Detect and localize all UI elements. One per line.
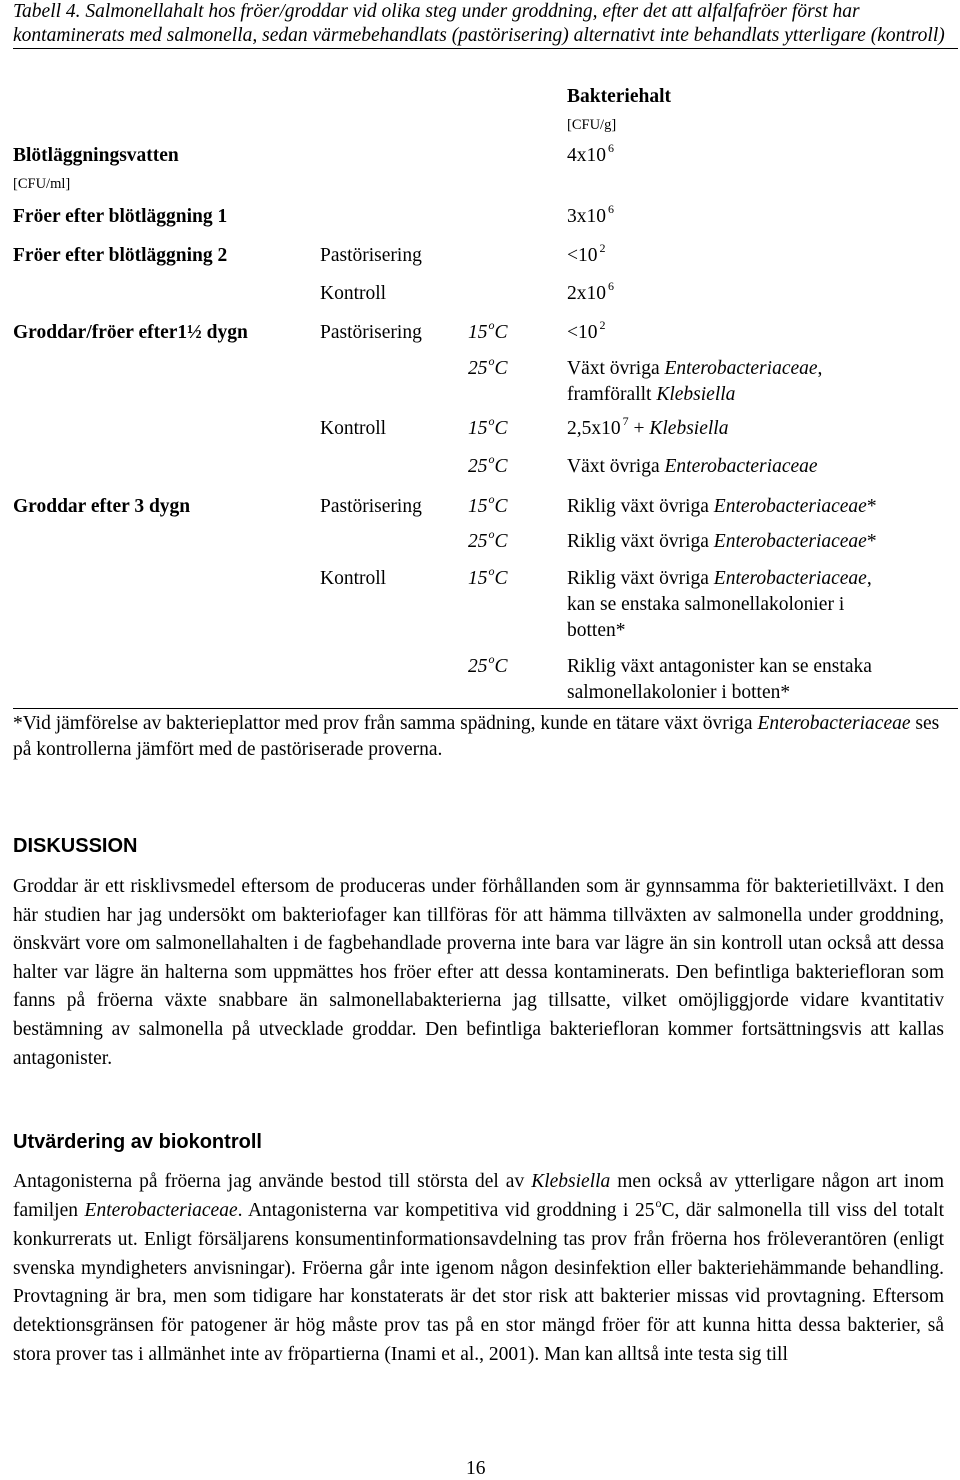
- row-sprouts-1-5-control-label: Kontroll: [320, 418, 387, 439]
- row-sprouts-3-pasteur-15-temp: 15$^o$C: [468, 492, 508, 517]
- table-bottom-rule: [13, 708, 958, 709]
- row-sprouts-3-pasteur-label: Pastörisering: [320, 496, 422, 517]
- biocontrol-paragraph: Antagonisterna på fröerna jag använde bestod till största del av Klebsiella men också av ytterligare någon art inom familjen Enterobacteriaceae. Antagonisterna var kompetitiva vid groddning i 25$^o$C, där salmonella till viss del totalt konkurrerats ut. Enligt försäljarens konsumentinformationsavdelning tas prov från fröerna hos fröleverantören (enligt svenska myndigheters anvisningar). Fröerna går inte igenom någon desinfektion eller bakteriehämmande behandling. Provtagning är bra, men som tidigare har konstaterats är det stor risk att bakterier missas vid provtagning. Eftersom detektionsgränsen för patogener är hög måste prov tas på en stor mängd fröer för att kunna hitta dessa bakterier, så stora prover tas i allmänhet inte av fröpartierna (Inami et al., 2001). Man kan alltså inte testa sig till: [13, 1171, 944, 1365]
- row-sprouts-1-5-control-15-temp: 15$^o$C: [468, 414, 508, 439]
- row-sprouts-1-5-pasteur-15-value: <10 $^2$: [567, 318, 606, 343]
- biocontrol-heading: Utvärdering av biokontroll: [13, 1131, 262, 1153]
- table-caption: [13, 0, 953, 47]
- row-sprouts-1-5-control-25-value: Växt övriga Enterobacteriaceae: [567, 456, 818, 477]
- row-soak-water-unit: [CFU/ml]: [13, 176, 71, 192]
- row-sprouts-3-pasteur-15-value: Riklig växt övriga Enterobacteriaceae*: [567, 496, 877, 517]
- row-sprouts-1-5-label: Groddar/fröer efter1½ dygn: [13, 322, 248, 343]
- row-sprouts-3-pasteur-25-value: Riklig växt övriga Enterobacteriaceae*: [567, 531, 877, 552]
- caption-text: Salmonellahalt hos fröer/groddar vid olika steg under groddning, efter det att alfalfafröer först har kontaminerats med salmonella, sedan värmebehandlats (pastörisering) alternativt inte behandlats ytterligare (kontroll): [13, 1, 945, 46]
- page-number: 16: [466, 1458, 486, 1479]
- row-sprouts-3-control-25-line1: Riklig växt antagonister kan se enstaka: [567, 656, 872, 677]
- row-sprouts-3-control-15-line3: botten*: [567, 620, 626, 641]
- row-sprouts-3-control-label: Kontroll: [320, 568, 387, 589]
- row-sprouts-1-5-control-25-temp: 25$^o$C: [468, 452, 508, 477]
- table-footnote: *Vid jämförelse av bakterieplattor med prov från samma spädning, kunde en tätare växt övriga Enterobacteriaceae ses på kontrollerna jämfört med de pastöriserade proverna.: [13, 713, 940, 760]
- row-soak-water-value: 4x10 $^6$: [567, 141, 614, 166]
- header-title: Bakteriehalt: [567, 86, 671, 107]
- row-sprouts-1-5-pasteur-25-line1: Växt övriga Enterobacteriaceae,: [567, 358, 823, 379]
- row-after-soak2-pasteur-value: <10 $^2$: [567, 241, 606, 266]
- row-sprouts-3-control-25-temp: 25$^o$C: [468, 652, 508, 677]
- row-sprouts-3-label: Groddar efter 3 dygn: [13, 496, 191, 517]
- header-unit: [CFU/g]: [567, 117, 617, 133]
- row-after-soak1-label: Fröer efter blötläggning 1: [13, 206, 228, 227]
- row-sprouts-1-5-pasteur-25-line2: framförallt Klebsiella: [567, 384, 736, 405]
- row-after-soak2-label: Fröer efter blötläggning 2: [13, 245, 228, 266]
- row-soak-water-label: Blötläggningsvatten: [13, 145, 179, 166]
- row-sprouts-1-5-pasteur-15-temp: 15$^o$C: [468, 318, 508, 343]
- discussion-heading: DISKUSSION: [13, 835, 138, 857]
- row-sprouts-3-pasteur-25-temp: 25$^o$C: [468, 527, 508, 552]
- row-sprouts-1-5-pasteur-label: Pastörisering: [320, 322, 422, 343]
- row-after-soak2-control-label: Kontroll: [320, 283, 387, 304]
- row-after-soak2-pasteur-label: Pastörisering: [320, 245, 422, 266]
- row-after-soak1-value: 3x10 $^6$: [567, 202, 614, 227]
- row-sprouts-3-control-15-line2: kan se enstaka salmonellakolonier i: [567, 594, 845, 615]
- row-sprouts-1-5-pasteur-25-temp: 25$^o$C: [468, 354, 508, 379]
- table-top-rule: [13, 48, 958, 49]
- caption-label: Tabell 4.: [13, 1, 81, 22]
- row-sprouts-3-control-25-line2: salmonellakolonier i botten*: [567, 682, 791, 703]
- row-sprouts-1-5-control-15-value: 2,5x10 $^7$ + Klebsiella: [567, 414, 729, 439]
- row-sprouts-3-control-15-line1: Riklig växt övriga Enterobacteriaceae,: [567, 568, 872, 589]
- discussion-paragraph: Groddar är ett risklivsmedel eftersom de produceras under förhållanden som är gynnsamma för bakterietillväxt. I den här studien har jag undersökt om bakteriofager kan tillföras för att hämma tillväxten av salmonella under groddning, önskvärt vore om salmonellahalten i de fagbehandlade proverna inte bara var lägre än sin kontroll utan också att dessa halter var lägre än halterna som uppmättes hos fröer efter att dessa kontaminerats. Den befintliga bakteriefloran som fanns på fröerna växte snabbare än salmonellabakterierna jag tillsatte, vilket omöjliggjorde vidare kvantitativ bestämning av salmonella på utvecklade groddar. Den befintliga bakteriefloran kommer fortsättningsvis att kallas antagonister.: [13, 876, 944, 1069]
- row-sprouts-3-control-15-temp: 15$^o$C: [468, 564, 508, 589]
- row-after-soak2-control-value: 2x10 $^6$: [567, 279, 614, 304]
